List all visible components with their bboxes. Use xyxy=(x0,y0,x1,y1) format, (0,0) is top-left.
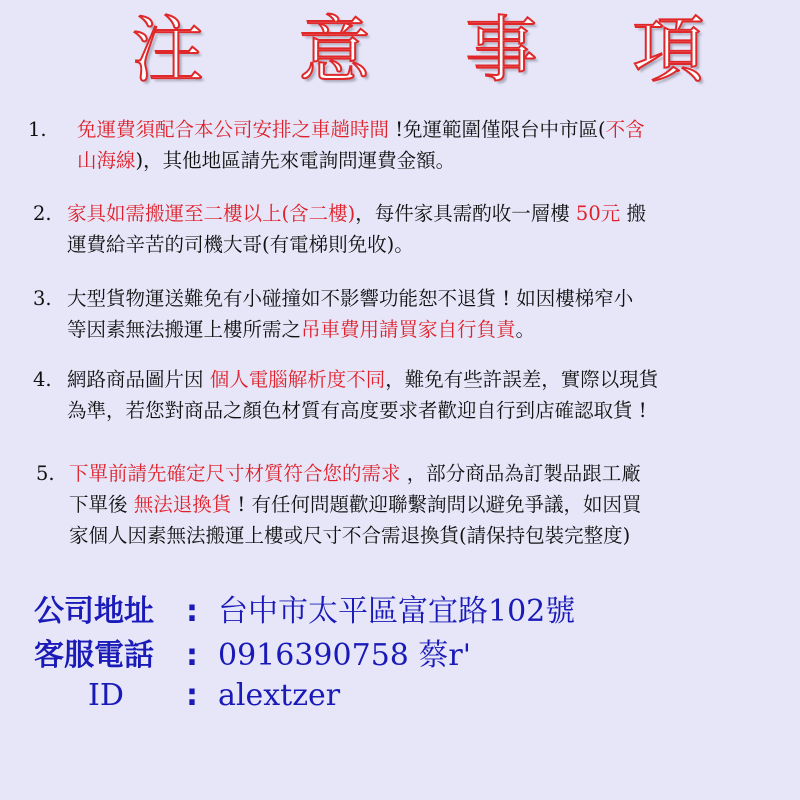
id-label: ID xyxy=(88,678,124,713)
note-line xyxy=(0,489,800,520)
highlight-text: 個人電腦解析度不同 xyxy=(209,368,386,391)
note-item-4 xyxy=(0,364,800,426)
address-label: 公司地址 xyxy=(34,594,154,629)
body-text: 運費給辛苦的司機大哥(有電梯則免收)。 xyxy=(67,233,414,256)
note-number: 1. xyxy=(28,118,47,141)
highlight-text: 下單前請先確定尺寸材質符合您的需求 xyxy=(69,462,401,485)
note-text xyxy=(77,114,645,145)
note-line xyxy=(0,145,800,176)
phone-colon: : xyxy=(186,638,198,673)
note-line xyxy=(0,114,800,145)
body-text: 為準，若您對商品之顏色材質有高度要求者歡迎自行到店確認取貨 ! xyxy=(67,399,647,422)
page-title: 注 意 事 項 xyxy=(131,8,741,92)
note-line xyxy=(0,283,800,314)
note-number: 5. xyxy=(36,462,55,485)
note-text xyxy=(67,314,535,345)
note-item-1 xyxy=(0,114,800,176)
note-text xyxy=(77,145,455,176)
note-item-5 xyxy=(0,458,800,551)
body-text: )，其他地區請先來電詢問運費金額。 xyxy=(135,149,456,172)
body-text: !免運範圍僅限台中市區( xyxy=(389,118,606,141)
note-text xyxy=(67,283,633,314)
body-text: ，難免有些許誤差，實際以現貨 xyxy=(385,368,659,391)
note-text xyxy=(67,364,658,395)
phone-label: 客服電話 xyxy=(34,638,154,673)
note-line xyxy=(0,229,800,260)
note-line xyxy=(0,458,800,489)
body-text: 下單後 xyxy=(69,493,134,516)
note-text xyxy=(69,489,641,520)
highlight-text: 吊車費用請買家自行負責 xyxy=(301,318,516,341)
note-item-3 xyxy=(0,283,800,345)
highlight-text: 家具如需搬運至二樓以上(含二樓) xyxy=(67,202,356,225)
note-line xyxy=(0,395,800,426)
note-text xyxy=(69,520,630,551)
body-text: 大型貨物運送難免有小碰撞如不影響功能恕不退貨 ! 如因樓梯窄小 xyxy=(67,287,634,310)
body-text: 。 xyxy=(515,318,536,341)
highlight-text: 無法退換貨 xyxy=(133,493,232,516)
highlight-text: 50元 xyxy=(575,202,621,225)
body-text: 搬 xyxy=(620,202,646,225)
id-colon: : xyxy=(186,678,198,713)
note-number: 4. xyxy=(33,368,52,391)
body-text: 家個人因素無法搬運上樓或尺寸不合需退換貨(請保持包裝完整度) xyxy=(69,524,631,547)
note-text xyxy=(67,229,414,260)
note-line xyxy=(0,364,800,395)
phone-value: 0916390758 蔡r' xyxy=(218,638,471,673)
highlight-text: 山海線 xyxy=(77,149,136,172)
body-text: ，部分商品為訂製品跟工廠 xyxy=(400,462,641,485)
note-line xyxy=(0,520,800,551)
id-value: alextzer xyxy=(218,678,341,713)
note-text xyxy=(69,458,641,489)
note-line xyxy=(0,314,800,345)
note-number: 3. xyxy=(33,287,52,310)
address-value: 台中市太平區富宜路102號 xyxy=(218,594,576,629)
body-text: 網路商品圖片因 xyxy=(67,368,210,391)
address-colon: : xyxy=(186,594,198,629)
body-text: ，每件家具需酌收一層樓 xyxy=(355,202,576,225)
note-text xyxy=(67,395,647,426)
note-item-2 xyxy=(0,198,800,260)
note-text xyxy=(67,198,646,229)
body-text: ! 有任何問題歡迎聯繫詢問以避免爭議，如因買 xyxy=(231,493,642,516)
body-text: 等因素無法搬運上樓所需之 xyxy=(67,318,302,341)
note-line xyxy=(0,198,800,229)
highlight-text: 免運費須配合本公司安排之車趟時間 xyxy=(77,118,390,141)
note-number: 2. xyxy=(33,202,52,225)
highlight-text: 不含 xyxy=(605,118,645,141)
